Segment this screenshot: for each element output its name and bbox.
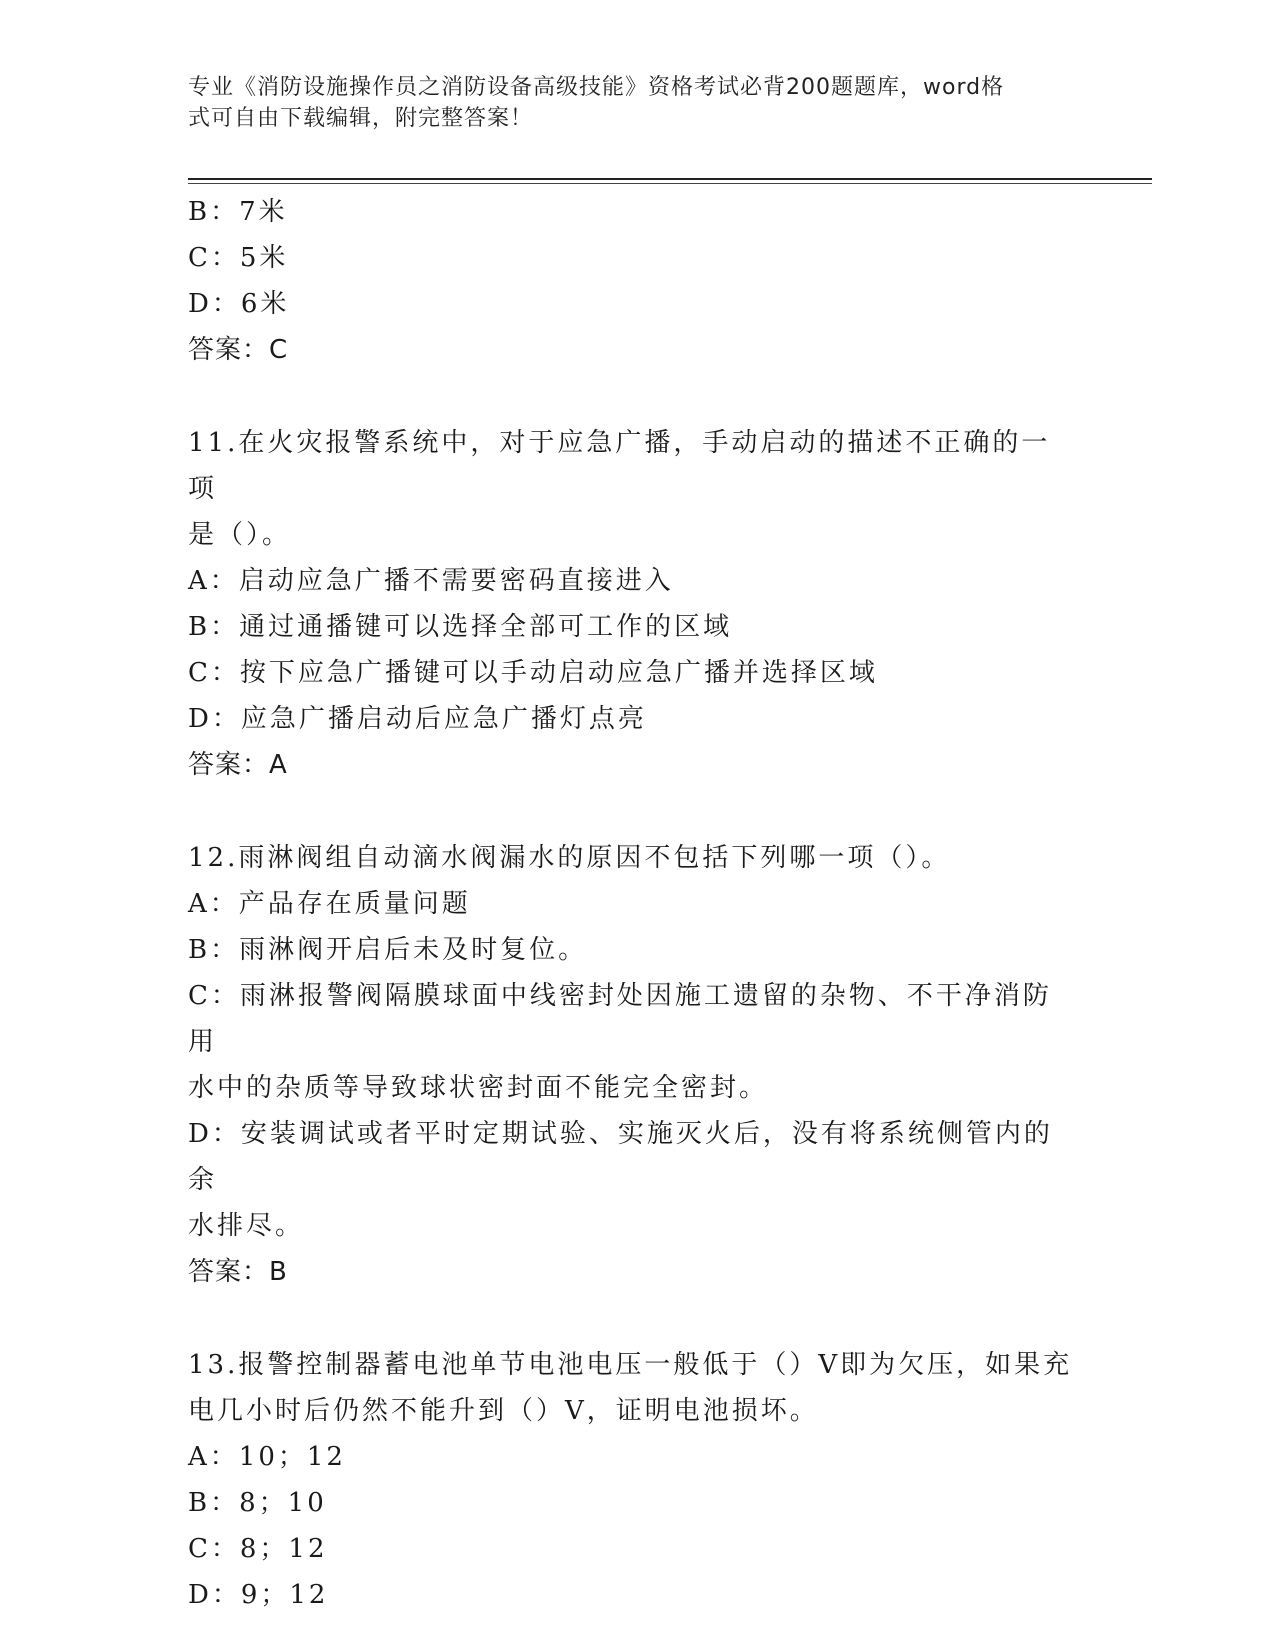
option-c: C：按下应急广播键可以手动启动应急广播并选择区域 [188, 658, 878, 688]
option-b: B：通过通播键可以选择全部可工作的区域 [188, 612, 733, 642]
option-c: C：5米 [188, 243, 289, 273]
option-c: C：8；12 [188, 1534, 328, 1564]
header-divider-thin [188, 183, 1152, 184]
answer-line: 答案：A [188, 750, 288, 780]
option-a: A：启动应急广播不需要密码直接进入 [188, 566, 674, 596]
option-d-continued: 水排尽。 [188, 1211, 305, 1241]
question-stem-line: 是（）。 [188, 520, 292, 550]
answer-line: 答案：C [188, 335, 289, 365]
option-a: A：产品存在质量问题 [188, 889, 471, 919]
question-content [188, 189, 1078, 1618]
option-d: D：应急广播启动后应急广播灯点亮 [188, 704, 647, 734]
previous-question [188, 189, 1078, 373]
header-line-2: 式可自由下载编辑，附完整答案！ [188, 106, 534, 131]
option-d: D：9；12 [188, 1580, 329, 1610]
document-header [188, 72, 1068, 134]
option-d: D：6米 [188, 289, 290, 319]
answer-line: 答案：B [188, 1257, 288, 1287]
option-b: B：7米 [188, 197, 288, 227]
question-12 [188, 835, 1078, 1295]
question-stem-line: 11.在火灾报警系统中，对于应急广播，手动启动的描述不正确的一项 [188, 428, 1051, 504]
question-stem-line: 13.报警控制器蓄电池单节电池电压一般低于（）V即为欠压，如果充 [188, 1350, 1073, 1380]
question-11 [188, 420, 1078, 788]
header-divider-thick [188, 178, 1152, 180]
option-b: B：雨淋阀开启后未及时复位。 [188, 935, 588, 965]
header-line-1: 专业《消防设施操作员之消防设备高级技能》资格考试必背200题题库，word格 [188, 75, 1005, 100]
option-d: D：安装调试或者平时定期试验、实施灭火后，没有将系统侧管内的余 [188, 1119, 1053, 1195]
question-stem-line: 12.雨淋阀组自动滴水阀漏水的原因不包括下列哪一项（）。 [188, 843, 951, 873]
question-13 [188, 1342, 1078, 1618]
option-b: B：8；10 [188, 1488, 327, 1518]
option-c: C：雨淋报警阀隔膜球面中线密封处因施工遗留的杂物、不干净消防用 [188, 981, 1052, 1057]
question-stem-line: 电几小时后仍然不能升到（）V，证明电池损坏。 [188, 1396, 819, 1426]
option-c-continued: 水中的杂质等导致球状密封面不能完全密封。 [188, 1073, 769, 1103]
option-a: A：10；12 [188, 1442, 346, 1472]
